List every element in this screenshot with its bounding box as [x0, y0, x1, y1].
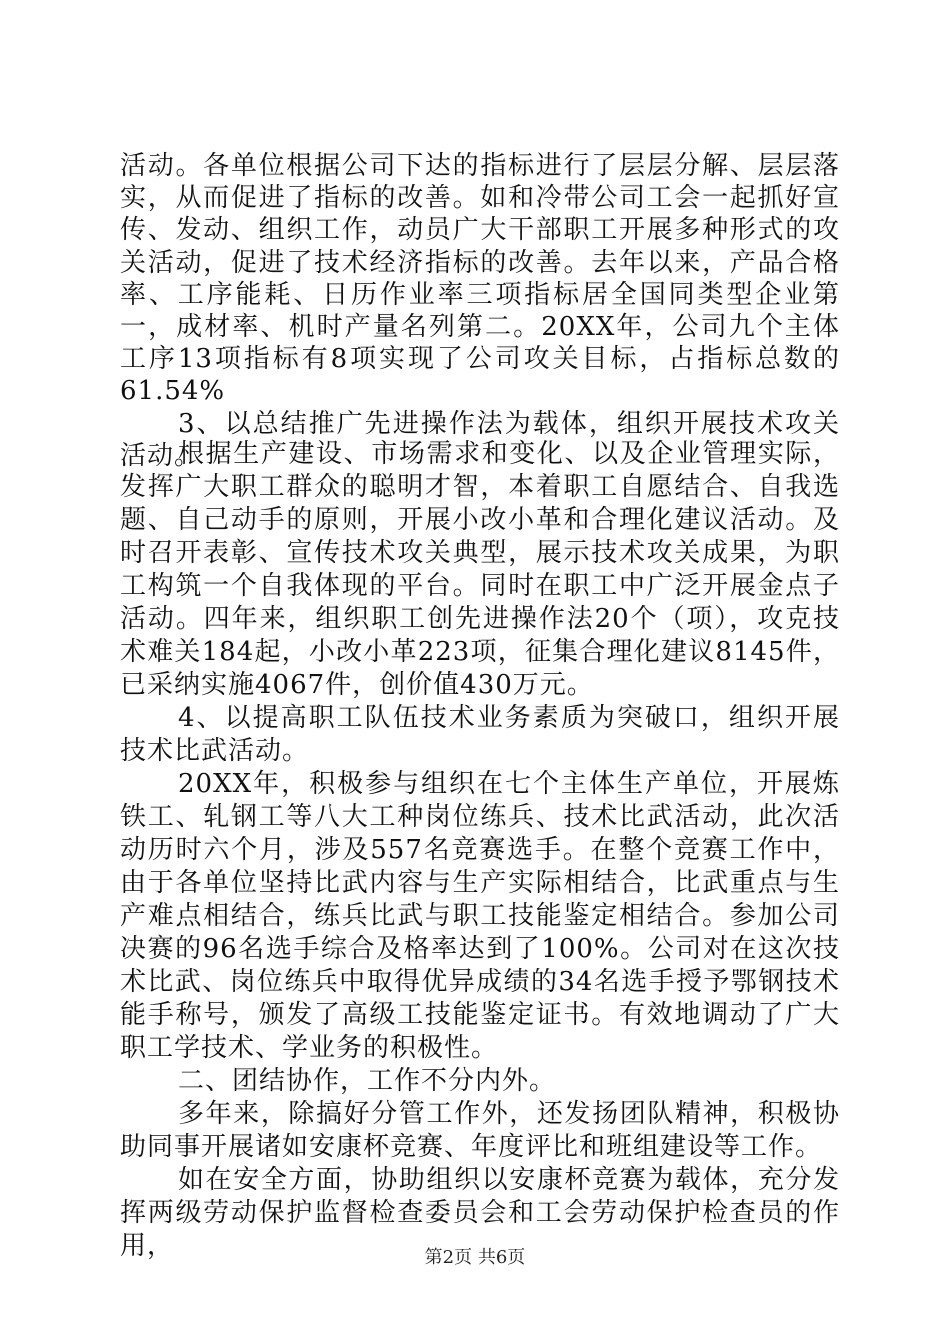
- paragraph-continued: 活动。各单位根据公司下达的指标进行了层层分解、层层落实，从而促进了指标的改善。如和冷带公司工会一起抓好宣传、发动、组织工作，动员广大干部职工开展多种形式的攻关活动，促进了技术经济指标的改善。去年以来，产品合格率、工序能耗、日历作业率三项指标居全国同类型企业第一，成材率、机时产量名列第二。20XX年，公司九个主体工序13项指标有8项实现了公司攻关目标，占指标总数的61.54%: [120, 151, 840, 407]
- body-text-main: [120, 438, 840, 1263]
- page-number-footer: 第2页 共6页: [424, 1247, 526, 1268]
- paragraph-safety: 如在安全方面，协助组织以安康杯竞赛为载体，充分发挥两级劳动保护监督检查委员会和工会劳动保护检查员的作用，: [120, 1165, 840, 1261]
- paragraph-competition: 20XX年，积极参与组织在七个主体生产单位，开展炼铁工、轧钢工等八大工种岗位练兵、技术比武活动，此次活动历时六个月，涉及557名竞赛选手。在整个竞赛工作中，由于各单位坚持比武内容与生产实际相结合，比武重点与生产难点相结合，练兵比武与职工技能鉴定相结合。参加公司决赛的96名选手综合及格率达到了100%。公司对在这次技术比武、岗位练兵中取得优异成绩的34名选手授予鄂钢技术能手称号，颁发了高级工技能鉴定证书。有效地调动了广大职工学技术、学业务的积极性。: [120, 769, 840, 1063]
- paragraph-teamwork: 多年来，除搞好分管工作外，还发扬团队精神，积极协助同事开展诸如安康杯竞赛、年度评比和班组建设等工作。: [120, 1099, 840, 1162]
- body-text-top: [120, 150, 840, 472]
- section-heading-two: 二、团结协作，工作不分内外。: [178, 1066, 557, 1096]
- section-heading-4: 4、以提高职工队伍技术业务素质为突破口，组织开展技术比武活动。: [120, 703, 840, 766]
- paragraph-innovation: 根据生产建设、市场需求和变化、以及企业管理实际，发挥广大职工群众的聪明才智，本着职工自愿结合、自我选题、自己动手的原则，开展小改小革和合理化建议活动。及时召开表彰、宣传技术攻关典型，展示技术攻关成果，为职工构筑一个自我体现的平台。同时在职工中广泛开展金点子活动。四年来，组织职工创先进操作法20个（项），攻克技术难关184起，小改小革223项，征集合理化建议8145件，已采纳实施4067件，创价值430万元。: [120, 439, 840, 700]
- section-heading-3: 3、以总结推广先进操作法为载体，组织开展技术攻关活动。: [120, 408, 840, 471]
